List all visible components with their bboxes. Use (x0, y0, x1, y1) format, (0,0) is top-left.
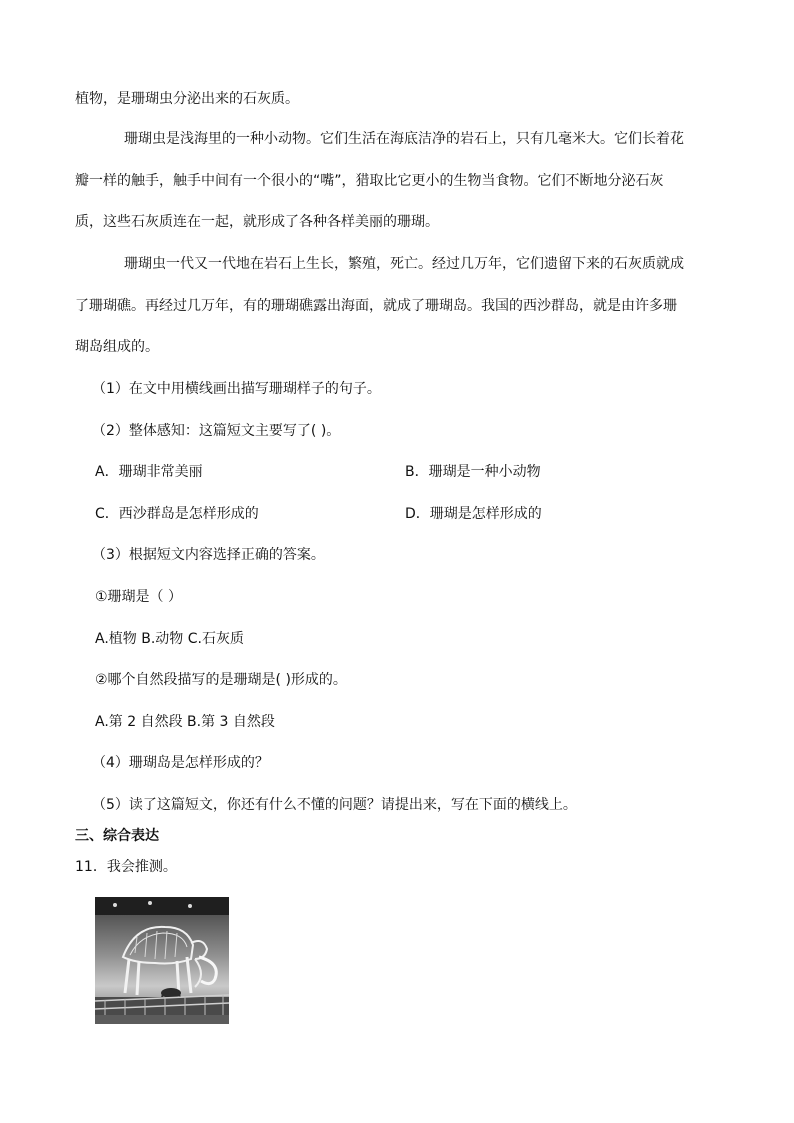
question-1: （1）在文中用横线画出描写珊瑚样子的句子。 (92, 381, 381, 397)
question-3-sub-1: ①珊瑚是（ ） (95, 589, 183, 605)
passage-para3-line3: 瑚岛组成的。 (75, 339, 159, 355)
passage-para3-line2: 了珊瑚礁。再经过几万年，有的珊瑚礁露出海面，就成了珊瑚岛。我国的西沙群岛，就是由许多珊 (75, 298, 677, 314)
question-3: （3）根据短文内容选择正确的答案。 (92, 547, 325, 563)
question-3-sub-2-options: A.第 2 自然段 B.第 3 自然段 (95, 714, 275, 730)
passage-para2-line2: 瓣一样的触手，触手中间有一个很小的“嘴”，猎取比它更小的生物当食物。它们不断地分泌石灰 (75, 173, 664, 189)
q2-option-c: C．西沙群岛是怎样形成的 (95, 506, 259, 522)
question-11: 11．我会推测。 (75, 859, 177, 875)
question-2: （2）整体感知：这篇短文主要写了( )。 (92, 423, 341, 439)
q2-option-d: D．珊瑚是怎样形成的 (405, 506, 542, 522)
question-3-sub-2: ②哪个自然段描写的是珊瑚是( )形成的。 (95, 672, 347, 688)
passage-para3-line1: 珊瑚虫一代又一代地在岩石上生长，繁殖，死亡。经过几万年，它们遗留下来的石灰质就成 (124, 256, 684, 272)
passage-para2-line3: 质，这些石灰质连在一起，就形成了各种各样美丽的珊瑚。 (75, 214, 439, 230)
question-5: （5）读了这篇短文，你还有什么不懂的问题？请提出来，写在下面的横线上。 (92, 797, 577, 813)
passage-para2-line1: 珊瑚虫是浅海里的一种小动物。它们生活在海底洁净的岩石上，只有几毫米大。它们长着花 (124, 131, 684, 147)
q2-option-a: A．珊瑚非常美丽 (95, 464, 203, 480)
question-4: （4）珊瑚岛是怎样形成的？ (92, 755, 269, 771)
passage-line-1: 植物，是珊瑚虫分泌出来的石灰质。 (75, 91, 299, 107)
mammoth-skeleton-photo (95, 897, 229, 1024)
section-heading: 三、综合表达 (75, 828, 159, 844)
question-3-sub-1-options: A.植物 B.动物 C.石灰质 (95, 631, 244, 647)
q2-option-b: B．珊瑚是一种小动物 (405, 464, 541, 480)
